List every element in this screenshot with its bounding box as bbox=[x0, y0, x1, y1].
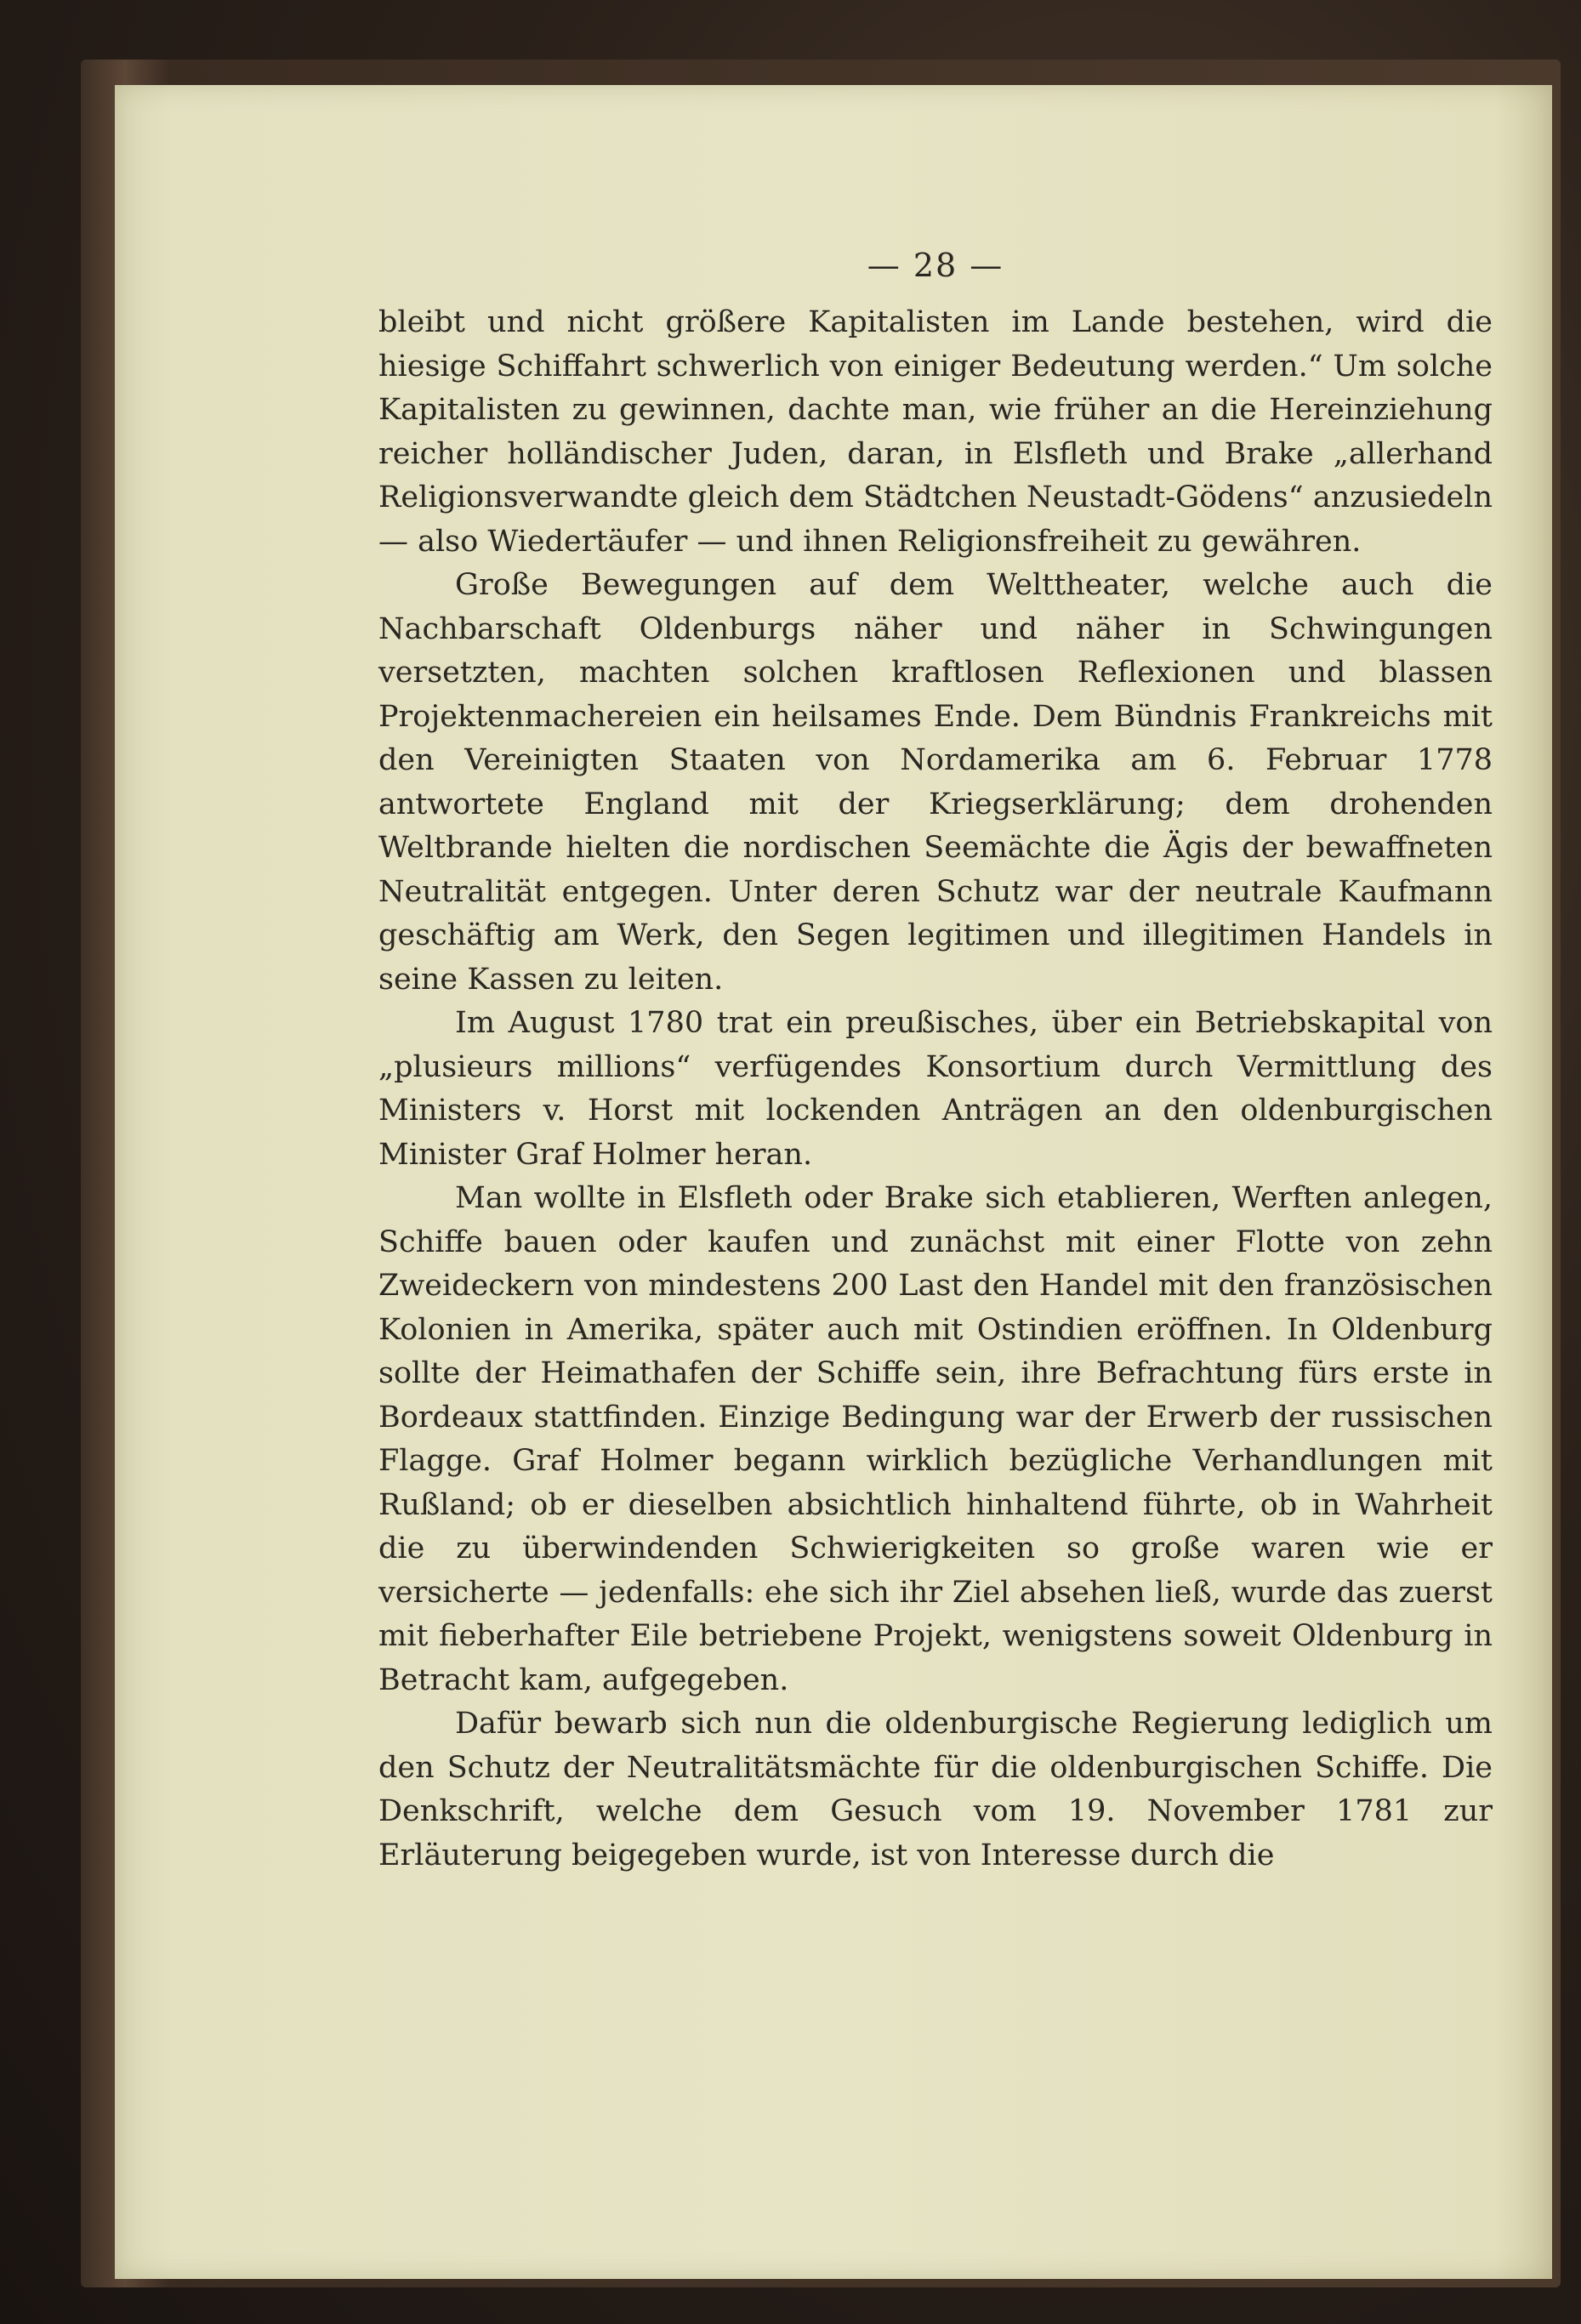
paragraph-3: Im August 1780 trat ein preußisches, über ein Betriebskapital von „plusieurs millions“ verfügendes Konsortium durch Vermittlung des Ministers v. Horst mit lockenden Anträgen an den oldenburgischen Minister Graf Holmer heran. bbox=[378, 1006, 1493, 1172]
paragraph-1: bleibt und nicht größere Kapitalisten im Lande bestehen, wird die hiesige Schiffahrt schwerlich von einiger Bedeutung werden.“ Um solche Kapitalisten zu gewinnen, dachte man, wie früher an die Hereinziehung reicher holländischer Juden, daran, in Elsfleth und Brake „allerhand Religionsverwandte gleich dem Städtchen Neustadt-Gödens“ anzusiedeln — also Wiedertäufer — und ihnen Religionsfreiheit zu gewähren. bbox=[378, 305, 1493, 559]
paragraph-2: Große Bewegungen auf dem Welttheater, welche auch die Nachbarschaft Oldenburgs näher und näher in Schwingungen versetzten, machten solchen kraftlosen Reflexionen und blassen Projektenmachereien ein heilsames Ende. Dem Bündnis Frankreichs mit den Vereinigten Staaten von Nordamerika am 6. Februar 1778 antwortete England mit der Kriegserklärung; dem drohenden Weltbrande hielten die nordischen Seemächte die Ägis der bewaffneten Neutralität entgegen. Unter deren Schutz war der neutrale Kaufmann geschäftig am Werk, den Segen legitimen und illegitimen Handels in seine Kassen zu leiten. bbox=[378, 568, 1493, 997]
page-number: — 28 — bbox=[867, 247, 1004, 284]
paragraph-4: Man wollte in Elsfleth oder Brake sich etablieren, Werften anlegen, Schiffe bauen oder kaufen und zunächst mit einer Flotte von zehn Zweideckern von mindestens 200 Last den Handel mit den französischen Kolonien in Amerika, später auch mit Ostindien eröffnen. In Oldenburg sollte der Heimathafen der Schiffe sein, ihre Befrachtung fürs erste in Bordeaux stattfinden. Einzige Bedingung war der Erwerb der russischen Flagge. Graf Holmer begann wirklich bezügliche Verhandlungen mit Rußland; ob er dieselben absichtlich hinhaltend führte, ob in Wahrheit die zu überwindenden Schwierigkeiten so große waren wie er versicherte — jedenfalls: ehe sich ihr Ziel absehen ließ, wurde das zuerst mit fieberhafter Eile betriebene Projekt, wenigstens soweit Oldenburg in Betracht kam, aufgegeben. bbox=[378, 1181, 1493, 1697]
paragraph-5: Dafür bewarb sich nun die oldenburgische Regierung lediglich um den Schutz der Neutralitätsmächte für die oldenburgischen Schiffe. Die Denkschrift, welche dem Gesuch vom 19. November 1781 zur Erläuterung beigegeben wurde, ist von Interesse durch die bbox=[378, 1707, 1493, 1872]
book-page bbox=[115, 85, 1552, 2279]
page-text-block bbox=[378, 247, 1493, 1878]
